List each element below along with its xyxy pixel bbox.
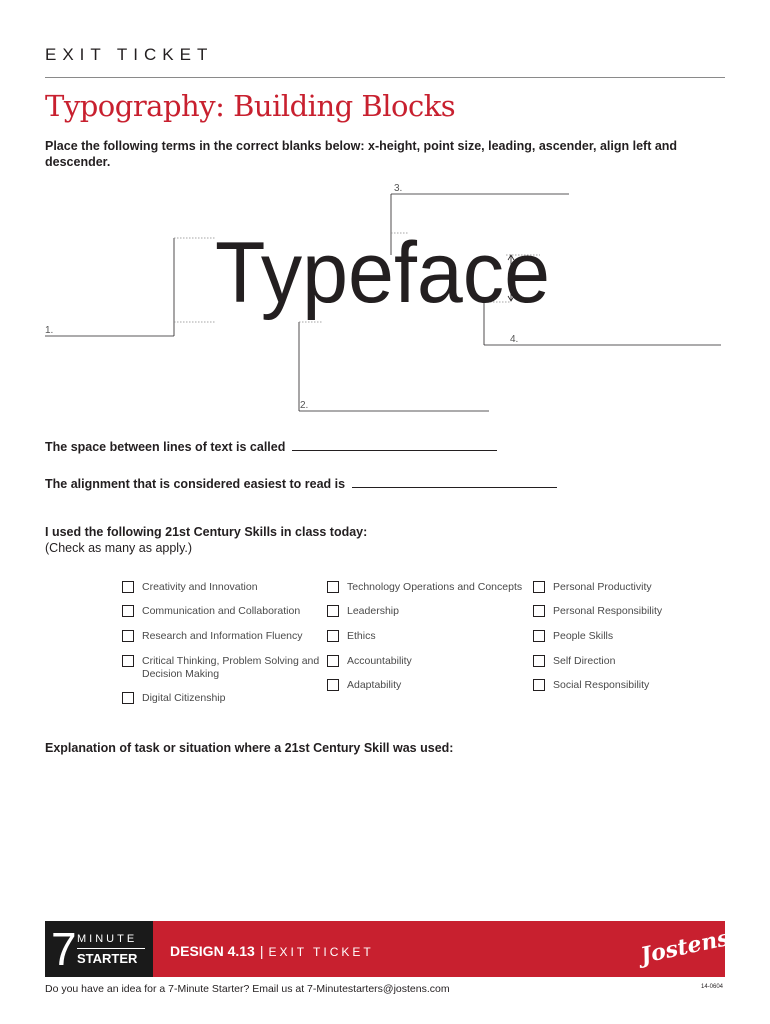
design-label [170, 943, 374, 959]
header-label: EXIT TICKET [45, 45, 214, 64]
checkbox[interactable] [327, 655, 339, 667]
checkbox[interactable] [122, 655, 134, 667]
skill-item[interactable] [122, 605, 300, 618]
checkbox[interactable] [327, 581, 339, 593]
skill-label: Personal Productivity [553, 581, 652, 593]
skill-item[interactable] [327, 605, 399, 618]
skill-item[interactable] [122, 692, 225, 705]
footer-email-text: Do you have an idea for a 7-Minute Starter? Email us at 7-Minutestarters@jostens.com [45, 983, 450, 995]
answer-blank-leading[interactable] [292, 438, 497, 451]
skill-item[interactable] [533, 581, 652, 594]
skill-label: Communication and Collaboration [142, 605, 301, 617]
design-separator: | [259, 943, 264, 959]
checkbox[interactable] [327, 679, 339, 691]
checkbox[interactable] [533, 630, 545, 642]
skill-label: Technology Operations and Concepts [347, 581, 523, 593]
question-leading [45, 438, 497, 454]
checkbox[interactable] [533, 679, 545, 691]
skill-label: Adaptability [347, 679, 402, 691]
skill-label: Research and Information Fluency [142, 630, 303, 642]
skill-item[interactable] [122, 630, 303, 643]
skills-heading: I used the following 21st Century Skills in class today: [45, 525, 368, 539]
skill-label: Leadership [347, 605, 399, 617]
skill-label: Social Responsibility [553, 679, 650, 691]
jostens-logo: Jostens [638, 924, 732, 970]
checkbox[interactable] [533, 655, 545, 667]
skill-item[interactable] [122, 655, 322, 681]
minute-divider [77, 948, 145, 949]
skills-subheading: (Check as many as apply.) [45, 541, 193, 555]
skill-item[interactable] [122, 581, 258, 594]
skill-label: Self Direction [553, 655, 616, 667]
instructions: Place the following terms in the correct blanks below: x-height, point size, leading, ascender, align left and descender. [45, 139, 678, 169]
checkbox[interactable] [122, 605, 134, 617]
skill-label: Creativity and Innovation [142, 581, 258, 593]
page-title: Typography: Building Blocks [45, 89, 456, 123]
skill-label: Digital Citizenship [142, 692, 226, 704]
skill-item[interactable] [533, 655, 615, 668]
checkbox[interactable] [533, 605, 545, 617]
checkbox[interactable] [122, 692, 134, 704]
starter-label: STARTER [77, 951, 138, 966]
skill-label: Critical Thinking, Problem Solving and Decision Making [142, 655, 320, 680]
skill-item[interactable] [327, 679, 401, 692]
answer-blank-alignment[interactable] [352, 475, 557, 488]
skill-item[interactable] [533, 679, 649, 692]
skill-label: People Skills [553, 630, 614, 642]
checkbox[interactable] [533, 581, 545, 593]
blank-3-label: 3. [394, 183, 403, 194]
checkbox[interactable] [327, 630, 339, 642]
skill-item[interactable] [533, 605, 662, 618]
checkbox[interactable] [327, 605, 339, 617]
document-code: 14-0604 [701, 984, 724, 990]
checkbox[interactable] [122, 630, 134, 642]
explanation-heading: Explanation of task or situation where a 21st Century Skill was used: [45, 741, 454, 755]
skill-item[interactable] [533, 630, 613, 643]
blank-1-label: 1. [45, 325, 54, 336]
question-alignment [45, 475, 557, 491]
design-code: DESIGN 4.13 [170, 943, 255, 959]
seven-numeral: 7 [51, 923, 77, 975]
skill-item[interactable] [327, 581, 522, 594]
blank-2-label: 2. [300, 400, 309, 411]
skill-item[interactable] [327, 630, 376, 643]
question-leading-text: The space between lines of text is called [45, 440, 286, 454]
typeface-diagram [0, 0, 770, 430]
blank-4-label: 4. [510, 334, 519, 345]
design-exit-ticket: EXIT TICKET [268, 945, 374, 959]
skill-item[interactable] [327, 655, 412, 668]
minute-label: MINUTE [77, 933, 138, 945]
question-alignment-text: The alignment that is considered easiest to read is [45, 477, 346, 491]
typeface-word: Typeface [215, 225, 550, 321]
skill-label: Accountability [347, 655, 412, 667]
skill-label: Ethics [347, 630, 376, 642]
skill-label: Personal Responsibility [553, 605, 663, 617]
checkbox[interactable] [122, 581, 134, 593]
